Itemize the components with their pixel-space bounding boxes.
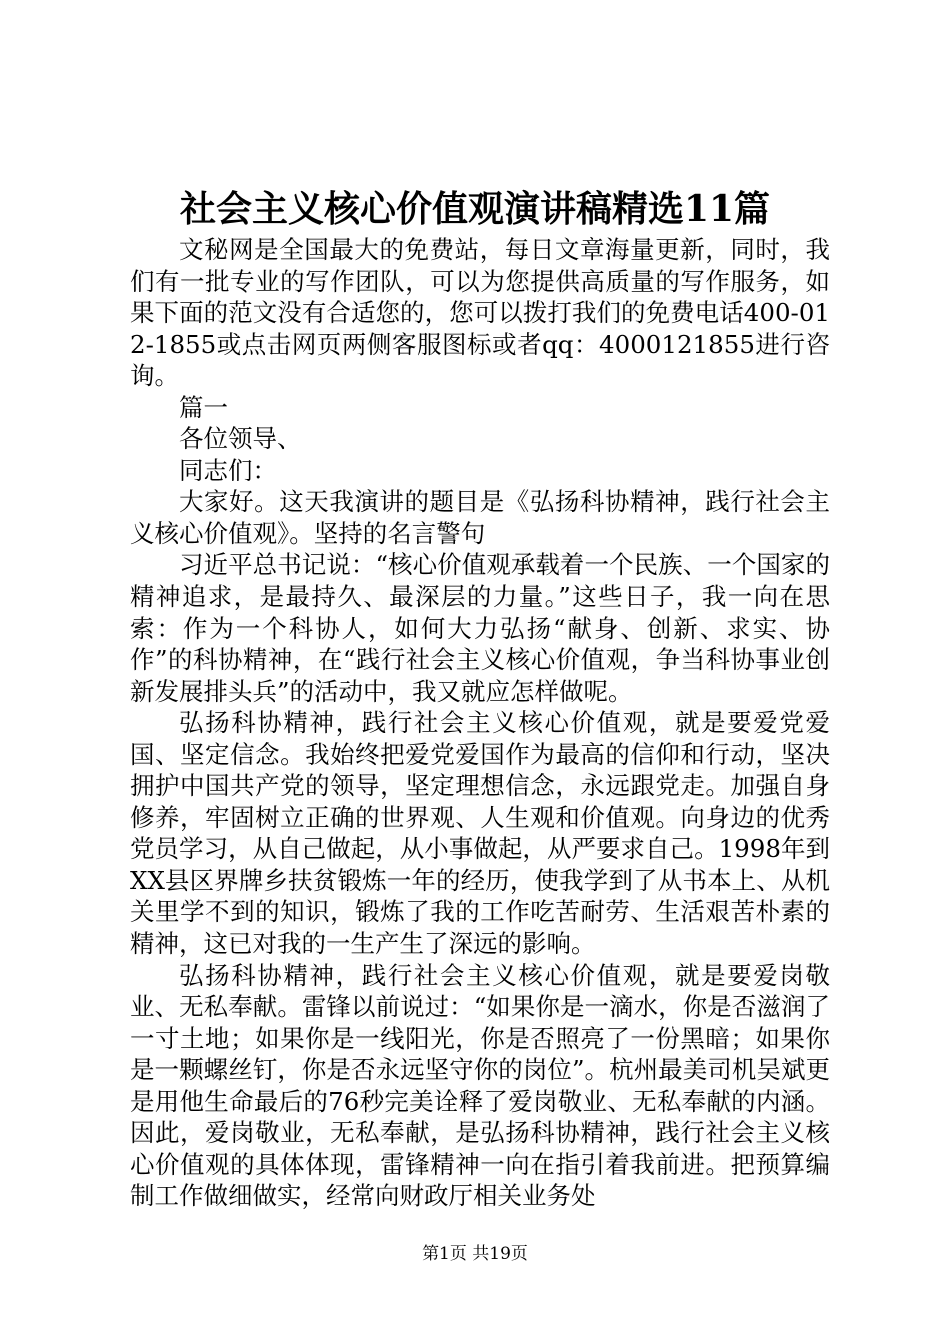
paragraph-section-heading: 篇一: [179, 392, 228, 422]
paragraph-salutation-leaders: 各位领导、: [179, 424, 302, 454]
document-body: [130, 234, 830, 1212]
paragraph-intro: 文秘网是全国最大的免费站，每日文章海量更新，同时，我们有一批专业的写作团队，可以为您提供高质量的写作服务，如果下面的范文没有合适您的，您可以拨打我们的免费电话400-012-1855或点击网页两侧客服图标或者qq：4000121855进行咨询。: [130, 235, 830, 391]
paragraph-greeting: 大家好。这天我演讲的题目是《弘扬科协精神，践行社会主义核心价值观》。坚持的名言警句: [130, 487, 830, 548]
paragraph-salutation-comrades: 同志们：: [179, 455, 277, 485]
paragraph-quote: 习近平总书记说：“核心价值观承载着一个民族、一个国家的精神追求，是最持久、最深层的力量。”这些日子，我一向在思索：作为一个科协人，如何大力弘扬“献身、创新、求实、协作”的科协精神，在“践行社会主义核心价值观，争当科协事业创新发展排头兵”的活动中，我又就应怎样做呢。: [130, 550, 830, 706]
paragraph-patriotism: 弘扬科协精神，践行社会主义核心价值观，就是要爱党爱国、坚定信念。我始终把爱党爱国作为最高的信仰和行动，坚决拥护中国共产党的领导，坚定理想信念，永远跟党走。加强自身修养，牢固树立正确的世界观、人生观和价值观。向身边的优秀党员学习，从自己做起，从小事做起，从严要求自己。1998年到XX县区界牌乡扶贫锻炼一年的经历，使我学到了从书本上、从机关里学不到的知识，锻炼了我的工作吃苦耐劳、生活艰苦朴素的精神，这已对我的一生产生了深远的影响。: [130, 708, 830, 959]
paragraph-dedication: 弘扬科协精神，践行社会主义核心价值观，就是要爱岗敬业、无私奉献。雷锋以前说过：“如果你是一滴水，你是否滋润了一寸土地；如果你是一线阳光，你是否照亮了一份黑暗；如果你是一颗螺丝钉，你是否永远坚守你的岗位”。杭州最美司机吴斌更是用他生命最后的76秒完美诠释了爱岗敬业、无私奉献的内涵。因此，爱岗敬业，无私奉献，是弘扬科协精神，践行社会主义核心价值观的具体体现，雷锋精神一向在指引着我前进。把预算编制工作做细做实，经常向财政厅相关业务处: [130, 960, 830, 1211]
page-footer: 第1页 共19页: [422, 1244, 528, 1264]
document-title: 社会主义核心价值观演讲稿精选11篇: [179, 188, 771, 230]
